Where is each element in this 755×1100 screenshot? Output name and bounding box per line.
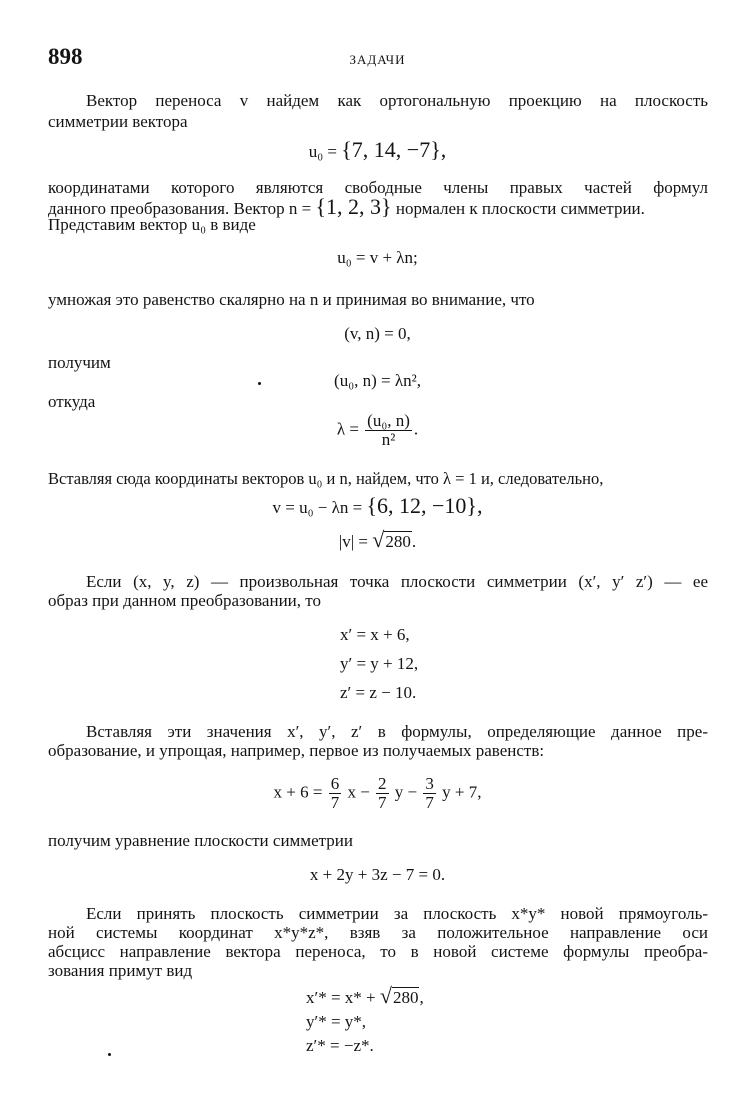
formula-part: {7, 14, −7}, bbox=[341, 137, 447, 162]
sqrt-sign: √ bbox=[379, 983, 392, 1008]
fraction bbox=[365, 412, 412, 449]
text-part: {1, 2, 3} bbox=[315, 194, 392, 219]
text-line: Вставляя сюда координаты векторов u₀ и n, найдем, что λ = 1 и, следовательно, bbox=[48, 469, 604, 488]
text-line: зования примут вид bbox=[48, 961, 193, 980]
fraction-numerator: 3 bbox=[425, 774, 434, 793]
sqrt-sign: √ bbox=[372, 527, 385, 552]
fraction bbox=[376, 775, 389, 812]
fraction-denominator: 7 bbox=[378, 793, 387, 812]
formula-part: . bbox=[411, 532, 417, 551]
text-line: Если (x, y, z) — произвольная точка плоскости симметрии (x′, y′ z′) — ее bbox=[86, 572, 708, 591]
fraction-numerator: 2 bbox=[378, 774, 387, 793]
formula-part: x − bbox=[347, 782, 370, 802]
text-line: Представим вектор u₀ в виде bbox=[48, 215, 256, 234]
text-line: Если принять плоскость симметрии за плоскость x*y* новой прямоуголь- bbox=[86, 904, 708, 923]
formula-part: u₀ = bbox=[308, 142, 337, 161]
formula-vn-zero: (v, n) = 0, bbox=[344, 324, 411, 343]
formula-plane: x + 2y + 3z − 7 = 0. bbox=[309, 865, 446, 884]
fraction-numerator: 6 bbox=[330, 774, 340, 793]
text-part: данного преобразования. Вектор n = bbox=[48, 199, 312, 218]
text-line: Вектор переноса v найдем как ортогональную проекцию на плоскость bbox=[86, 91, 708, 110]
text-line: Вставляя эти значения x′, y′, z′ в формулы, определяющие данное пре- bbox=[86, 722, 708, 741]
formula-lambda bbox=[0, 412, 755, 449]
text-line: абсцисс направление вектора переноса, то в новой системе формулы преобра- bbox=[48, 942, 708, 961]
formula-y-prime: y′ = y + 12, bbox=[340, 654, 419, 673]
formula-part: x + 6 = bbox=[273, 782, 323, 802]
text-line: образование, и упрощая, например, первое из получаемых равенств: bbox=[48, 741, 545, 760]
formula-v bbox=[0, 495, 755, 519]
formula-x-star bbox=[306, 985, 424, 1009]
formula-part: y − bbox=[394, 782, 418, 802]
running-title: ЗАДАЧИ bbox=[349, 52, 406, 67]
text-line: образ при данном преобразовании, то bbox=[48, 591, 321, 610]
formula-part: λ = bbox=[336, 419, 359, 439]
text-line: симметрии вектора bbox=[48, 112, 188, 131]
formula-y-star: y′* = y*, bbox=[306, 1012, 367, 1031]
fraction-numerator: (u₀, n) bbox=[367, 411, 410, 430]
formula-v-norm bbox=[0, 529, 755, 553]
fraction-denominator: 7 bbox=[425, 793, 434, 812]
formula-u0 bbox=[0, 139, 755, 163]
radicand: 280 bbox=[392, 988, 419, 1007]
formula-x-prime: x′ = x + 6, bbox=[340, 625, 410, 644]
formula-z-prime: z′ = z − 10. bbox=[340, 683, 417, 702]
formula-part: . bbox=[413, 419, 419, 439]
radicand: 280 bbox=[385, 532, 411, 551]
text-line: получим bbox=[48, 353, 111, 372]
formula-part: , bbox=[419, 988, 424, 1007]
formula-part: x′* = x* + bbox=[306, 988, 376, 1007]
formula-u0-decomposition: u₀ = v + λn; bbox=[337, 248, 418, 267]
formula-part: {6, 12, −10}, bbox=[366, 493, 483, 518]
text-line: ной системы координат x*y*z*, взяв за положительное направление оси bbox=[48, 923, 708, 942]
formula-part: v = u₀ − λn = bbox=[272, 498, 363, 517]
formula-part: y + 7, bbox=[442, 782, 482, 802]
text-line: координатами которого являются свободные члены правых частей формул bbox=[48, 178, 708, 197]
formula-z-star: z′* = −z*. bbox=[306, 1036, 374, 1055]
text-part: нормален к плоскости симметрии. bbox=[395, 199, 645, 218]
text-line: откуда bbox=[48, 392, 96, 411]
text-line: получим уравнение плоскости симметрии bbox=[48, 831, 353, 850]
fraction-denominator: n² bbox=[381, 430, 396, 449]
formula-u0n: (u₀, n) = λn², bbox=[334, 371, 421, 390]
fraction bbox=[329, 775, 342, 812]
speck bbox=[108, 1053, 111, 1056]
fraction bbox=[423, 775, 436, 812]
page-number: 898 bbox=[48, 44, 83, 69]
formula-part: |v| = bbox=[338, 532, 369, 551]
fraction-denominator: 7 bbox=[330, 793, 340, 812]
formula-transform bbox=[0, 775, 755, 812]
text-line: умножая это равенство скалярно на n и принимая во внимание, что bbox=[48, 290, 535, 309]
